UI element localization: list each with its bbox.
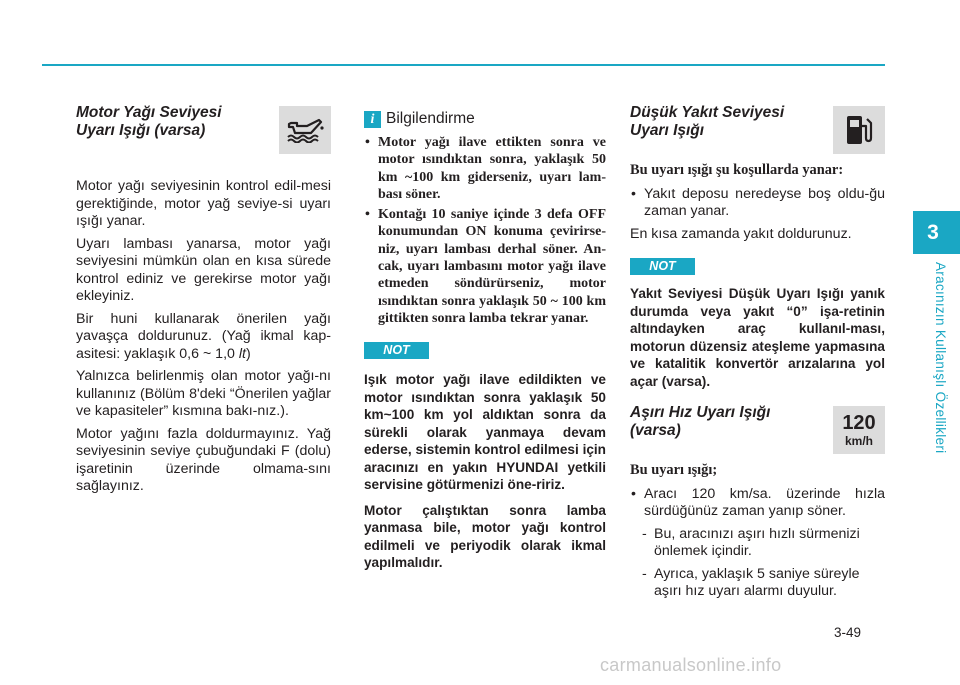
- info-icon: i: [364, 111, 381, 128]
- speed-dash-1: - Bu, aracınızı aşırı hızlı sürmenizi önlemek içindir.: [642, 525, 860, 559]
- column-fuel-speed: [630, 100, 885, 606]
- top-rule: [42, 64, 885, 66]
- speed-120-icon: [833, 406, 885, 454]
- note-paragraph-1: Işık motor yağı ilave edildikten ve motor ısındıktan sonra yaklaşık 50 km~100 km yol aldıktan sonra da sürekli olarak yanmaya devam ederse, sistemin kontrol edilmesi için aracınızı en yakın HYUNDAI yetkili servisine götürmenizi öne-ririz.: [364, 372, 606, 493]
- fuel-text: En kısa zamanda yakıt doldurunuz.: [630, 225, 852, 242]
- info-header: [364, 109, 606, 129]
- oil-paragraph-3: [76, 311, 331, 364]
- info-list: [364, 134, 606, 327]
- oil-paragraph-4: Yalnızca belirlenmiş olan motor yağı-nı kullanınız (Bölüm 8'deki “Önerilen yağlar ve kapasiteler” kısmına bakı-nız.).: [76, 368, 331, 419]
- oil-can-icon: [279, 106, 331, 154]
- oil-unit-close: ): [245, 345, 251, 362]
- column-info: [364, 100, 606, 580]
- speed-icon-label: [842, 413, 875, 447]
- speed-section-header: [630, 400, 885, 452]
- fuel-note-badge: NOT: [630, 258, 695, 275]
- oil-paragraph-5: Motor yağını fazla doldurmayınız. Yağ seviyesinin seviye çubuğundaki F (dolu) işaretinin üzerinde olmama-sını sağlayınız.: [76, 425, 331, 494]
- speed-bullet: • Aracı 120 km/sa. üzerinde hızla sürdüğünüz zaman yanıp söner.: [630, 486, 885, 521]
- fuel-section-header: [630, 100, 885, 152]
- note-badge: NOT: [364, 342, 429, 359]
- fuel-bullet: • Yakıt deposu neredeyse boş oldu-ğu zaman yanar.: [630, 186, 885, 221]
- oil-unit: lt: [238, 345, 246, 362]
- speed-lead: Bu uyarı ışığı;: [630, 462, 718, 478]
- info-item-1: • Motor yağı ilave ettikten sonra ve motor ısındıktan sonra, yaklaşık 50 km ~100 km giderseniz, uyarı lam-bası söner.: [364, 134, 606, 203]
- speed-icon-number: 120: [842, 412, 876, 434]
- fuel-section-title: Düşük Yakıt Seviyesi Uyarı Işığı: [630, 104, 785, 139]
- info-item-2: • Kontağı 10 saniye içinde 3 defa OFF konumundan ON konuma çevirirse-niz, uyarı lambası derhal söner. An-cak, uyarı lambasını motor yağı ilave etmeden söndürürseniz, motor ısındıktan sonra yaklaşık 50 ~ 100 km gittikten sonra lamba tekrar yanar.: [364, 206, 606, 327]
- speed-dash-2: - Ayrıca, yaklaşık 5 saniye süreyle aşırı hız uyarı alarmı duyulur.: [642, 565, 860, 599]
- chapter-title: Aracınızın Kullanışlı Özellikleri: [933, 262, 948, 454]
- oil-paragraph-2: Uyarı lambası yanarsa, motor yağı seviyesini mümkün olan en kısa sürede kontrol ediniz ve gerekirse motor yağı ekleyiniz.: [76, 235, 331, 304]
- oil-paragraph-3-text: Bir huni kullanarak önerilen yağı yavaşça doldurunuz. (Yağ ikmal kap-asitesi: yaklaşık 0,6 ~ 1,0: [76, 310, 331, 362]
- oil-section-header: [76, 100, 331, 152]
- oil-section-title: Motor Yağı Seviyesi Uyarı Işığı (varsa): [76, 104, 222, 139]
- speed-section-title: Aşırı Hız Uyarı Işığı (varsa): [630, 404, 771, 439]
- oil-paragraph-1: Motor yağı seviyesinin kontrol edil-mesi gerektiğinde, motor yağ seviye-si uyarı ışığı yanar.: [76, 178, 331, 229]
- speed-dash-1-text: Bu, aracınızı aşırı hızlı sürmenizi önlemek içindir.: [654, 525, 860, 559]
- page-number: 3-49: [834, 625, 862, 640]
- speed-dash-2-text: Ayrıca, yaklaşık 5 saniye süreyle aşırı hız uyarı alarmı duyulur.: [654, 565, 860, 599]
- chapter-tab: 3: [913, 211, 960, 254]
- watermark: carmanualsonline.info: [600, 655, 782, 675]
- speed-icon-unit: km/h: [844, 434, 873, 448]
- info-title: Bilgilendirme: [386, 110, 475, 127]
- fuel-pump-icon: [833, 106, 885, 154]
- note-paragraph-2: Motor çalıştıktan sonra lamba yanmasa bile, motor yağı kontrol edilmeli ve periyodik olarak ikmal yapılmalıdır.: [364, 502, 606, 571]
- fuel-lead: Bu uyarı ışığı şu koşullarda yanar:: [630, 162, 844, 178]
- fuel-note: Yakıt Seviyesi Düşük Uyarı Işığı yanık durumda veya yakıt “0” işa-retinin altındayken araç kullanıl-ması, motorun düzensiz ateşleme yapmasına ve katalitik konvertör arızalarına yol açar (varsa).: [630, 286, 885, 389]
- column-oil-level: [76, 100, 331, 501]
